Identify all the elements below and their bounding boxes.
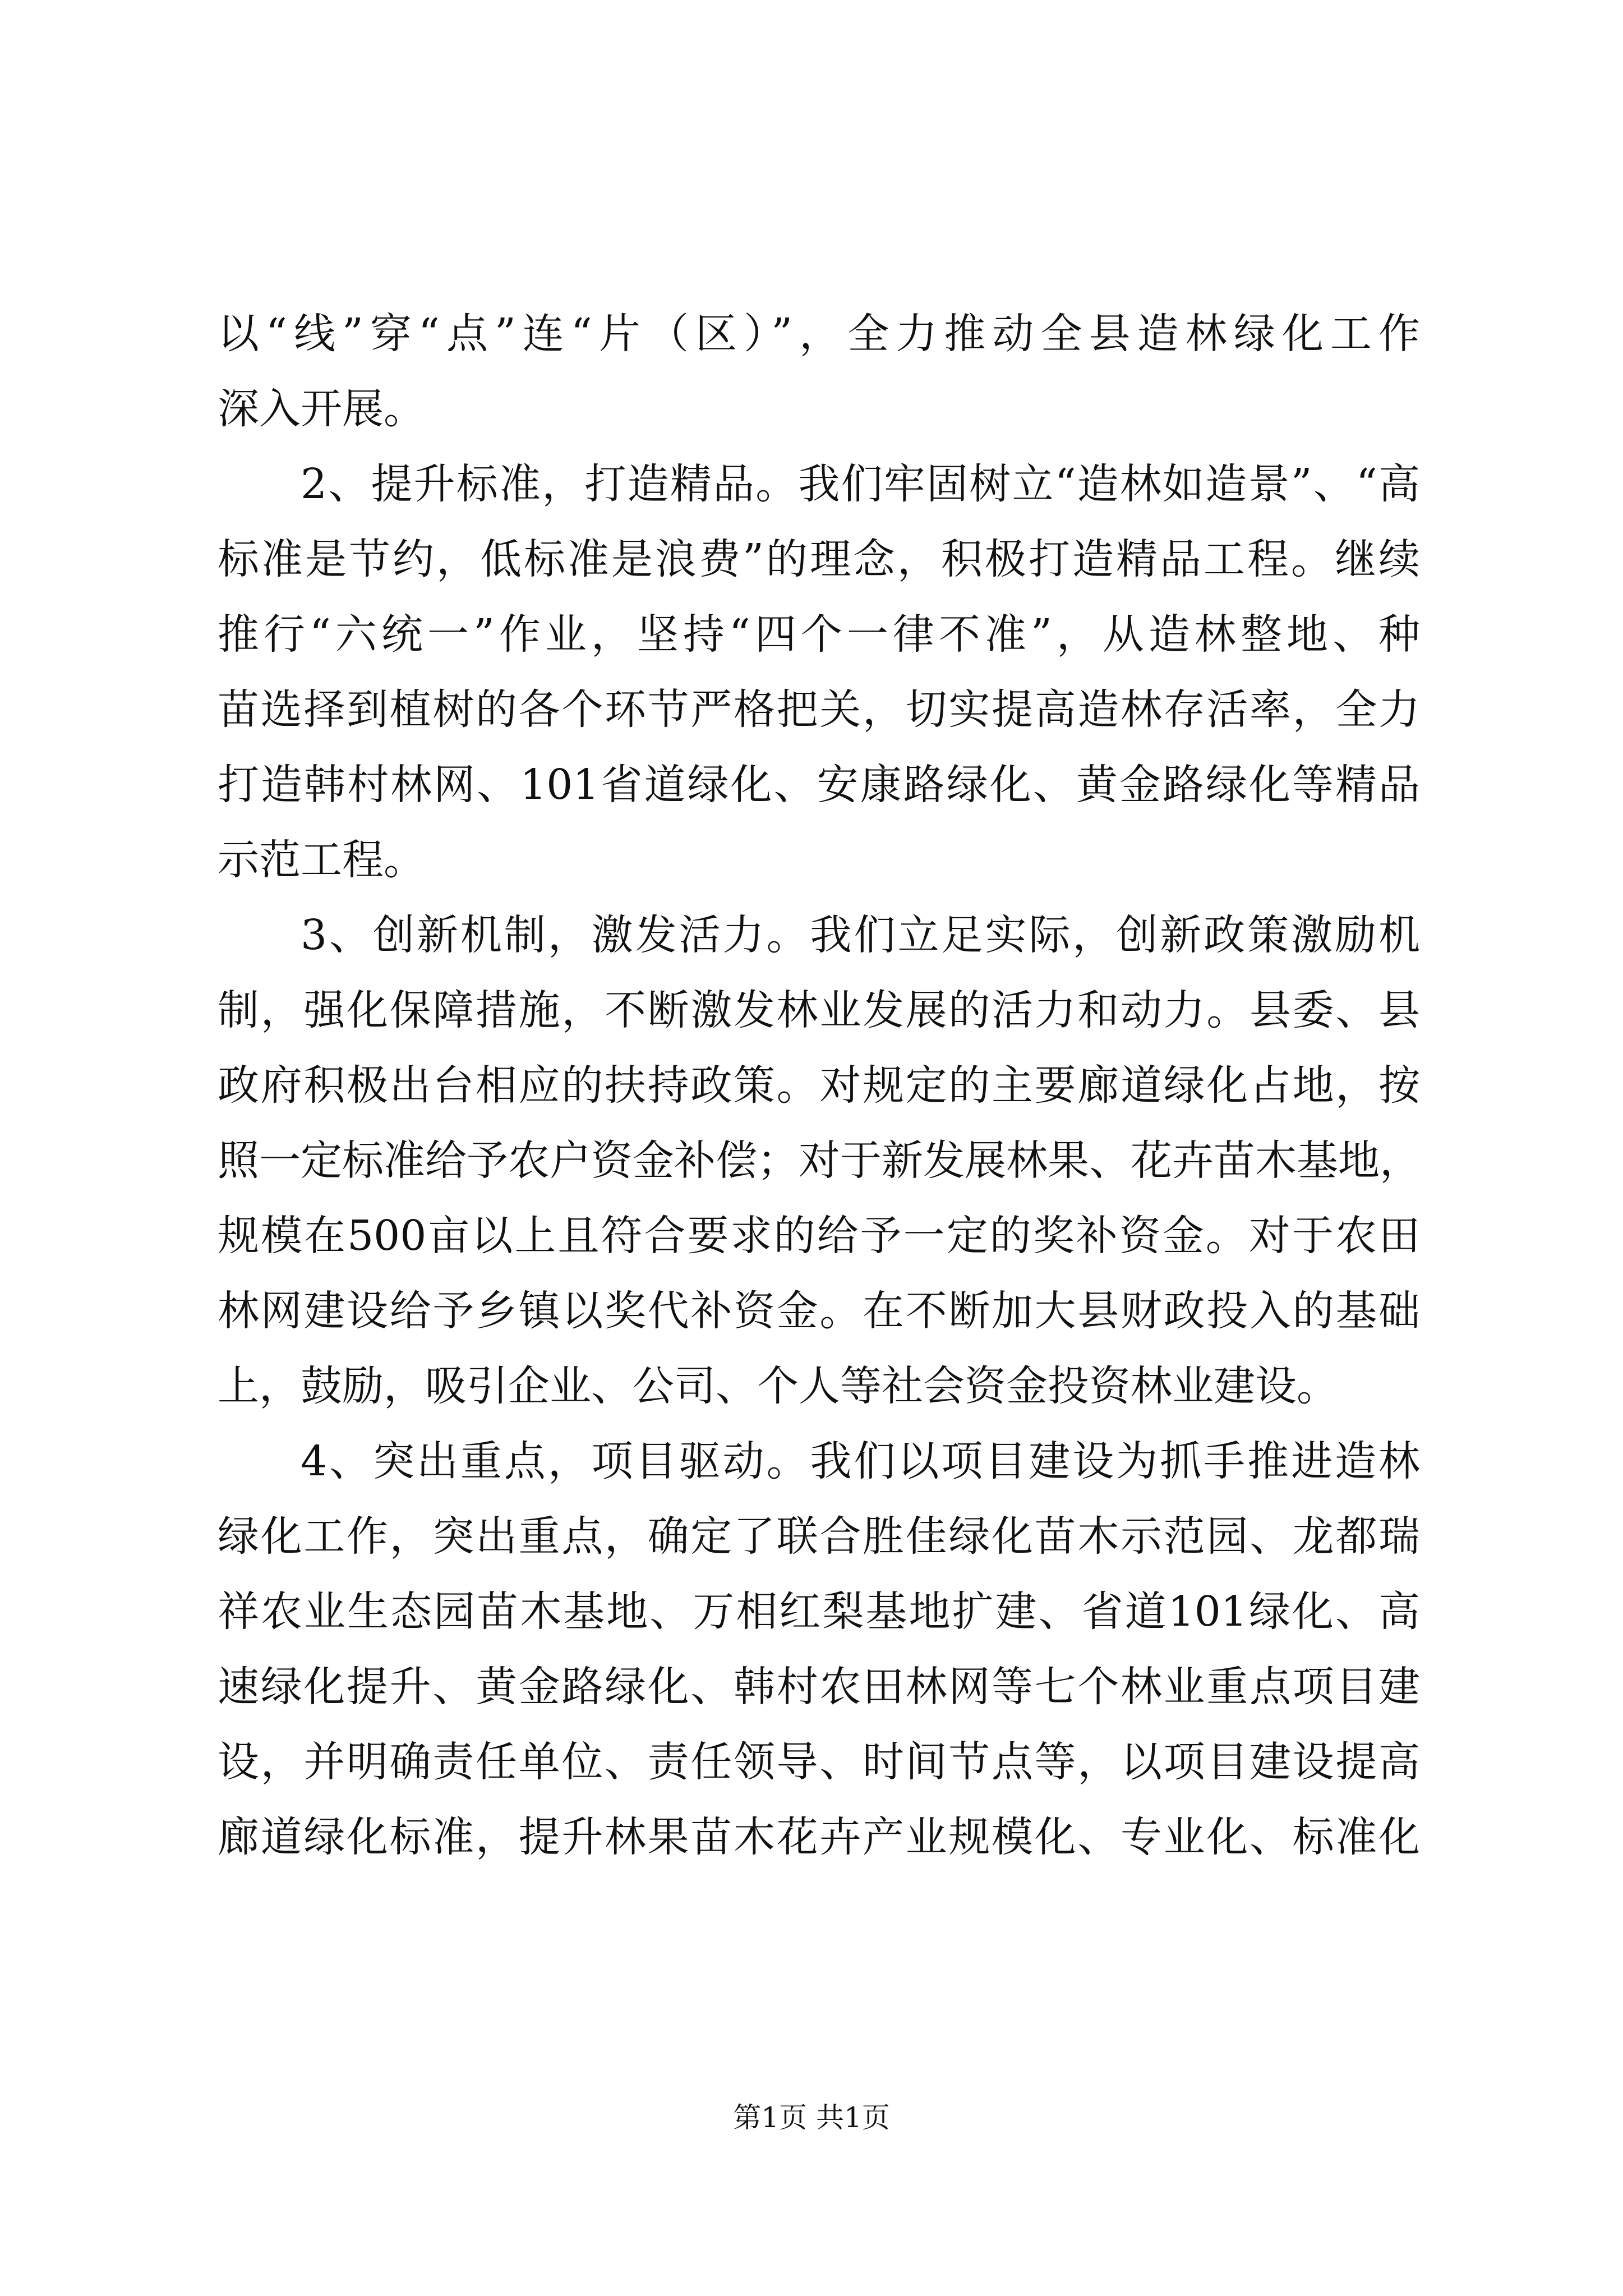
text-line: 廊道绿化标准，提升林果苗木花卉产业规模化、专业化、标准化 xyxy=(218,1813,1420,1861)
text-line: 政府积极出台相应的扶持政策。对规定的主要廊道绿化占地，按 xyxy=(218,1061,1420,1110)
page-number-footer: 第1页 共1页 xyxy=(733,2101,890,2134)
text-line: 推行“六统一”作业，坚持“四个一律不准”，从造林整地、种 xyxy=(218,610,1420,659)
document-body xyxy=(218,296,1420,1875)
text-line: 林网建设给予乡镇以奖代补资金。在不断加大县财政投入的基础 xyxy=(218,1287,1420,1335)
text-line: 照一定标准给予农户资金补偿；对于新发展林果、花卉苗木基地， xyxy=(218,1137,1421,1185)
text-line: 标准是节约，低标准是浪费”的理念，积极打造精品工程。继续 xyxy=(218,535,1420,583)
text-line: 苗选择到植树的各个环节严格把关，切实提高造林存活率，全力 xyxy=(218,685,1420,734)
text-line: 速绿化提升、黄金路绿化、韩村农田林网等七个林业重点项目建 xyxy=(218,1663,1420,1711)
text-line: 设，并明确责任单位、责任领导、时间节点等，以项目建设提高 xyxy=(218,1738,1420,1786)
text-line: 示范工程。 xyxy=(218,836,425,884)
text-line: 深入开展。 xyxy=(218,385,425,433)
paragraph-first-line: 4、突出重点，项目驱动。我们以项目建设为抓手推进造林 xyxy=(301,1437,1420,1485)
text-line: 绿化工作，突出重点，确定了联合胜佳绿化苗木示范园、龙都瑞 xyxy=(218,1512,1420,1561)
text-line: 规模在500亩以上且符合要求的给予一定的奖补资金。对于农田 xyxy=(218,1212,1420,1260)
text-line: 制，强化保障措施，不断激发林业发展的活力和动力。县委、县 xyxy=(218,986,1420,1034)
text-line: 祥农业生态园苗木基地、万相红梨基地扩建、省道101绿化、高 xyxy=(218,1588,1420,1636)
paragraph-first-line: 2、提升标准，打造精品。我们牢固树立“造林如造景”、“高 xyxy=(301,460,1420,508)
text-line: 上，鼓励，吸引企业、公司、个人等社会资金投资林业建设。 xyxy=(218,1362,1338,1410)
paragraph-first-line: 3、创新机制，激发活力。我们立足实际，创新政策激励机 xyxy=(301,911,1420,959)
text-line: 打造韩村林网、101省道绿化、安康路绿化、黄金路绿化等精品 xyxy=(218,761,1420,809)
text-line: 以“线”穿“点”连“片（区）”，全力推动全县造林绿化工作 xyxy=(218,310,1420,358)
